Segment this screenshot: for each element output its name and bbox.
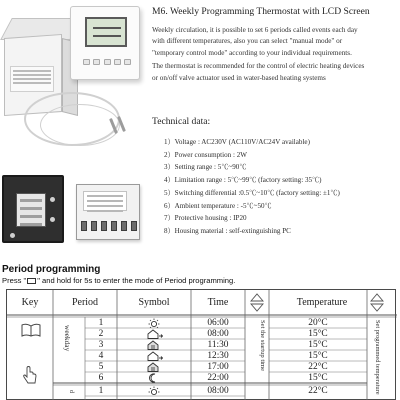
header-temperature: Temperature [296, 297, 348, 308]
leave-home-icon [145, 329, 163, 339]
return-home-icon [145, 340, 163, 350]
tech-item: 4）Limitation range : 5℃~99℃ (factory setting: 35℃) [164, 176, 322, 185]
period-number: 2 [98, 328, 104, 339]
sun-rise-icon [145, 318, 163, 328]
period-temperature: 22°C [308, 385, 328, 396]
sensor-cable-loop [40, 104, 120, 146]
product-photo [0, 0, 148, 158]
period-time: 17:00 [207, 361, 229, 372]
set-programmed-temperature-label: Set programmed temperature [374, 320, 381, 395]
tech-item: 7）Protective housing : IP20 [164, 214, 247, 223]
sun-rise-icon [145, 386, 163, 396]
tech-item: 6）Ambient temperature : -5℃~50℃ [164, 201, 272, 210]
weekend-label-partial: d [68, 390, 74, 393]
description-line: or on/off valve actuator used in water-based heating systems [152, 73, 326, 82]
lcd-screen [85, 17, 127, 47]
header-symbol: Symbol [138, 297, 170, 308]
moon-icon [145, 373, 163, 383]
description-line: Weekly circulation, it is possible to set 6 periods called events each day [152, 26, 358, 34]
back-plate [2, 175, 64, 243]
period-number: 6 [98, 372, 104, 383]
tech-item: 3）Setting range : 5℃~90℃ [164, 163, 247, 172]
description-line: "temporary control mode" according to your individual requirements. [152, 48, 352, 57]
period-time: 08:00 [207, 385, 229, 396]
thermostat-buttons [83, 59, 131, 67]
back-plate-photo [0, 163, 70, 259]
terminal-module [76, 184, 140, 240]
tech-item: 5）Switching differential :0.5℃~10℃ (factory setting: ±1℃) [164, 188, 340, 197]
terminal-block [81, 221, 137, 233]
period-temperature: 15°C [308, 328, 328, 339]
terminal-module-photo [72, 170, 146, 252]
package-label [10, 66, 54, 92]
header-period: Period [71, 297, 99, 308]
period-programming-title: Period programming [2, 264, 101, 275]
period-table [6, 289, 396, 400]
period-time: 11:30 [207, 339, 229, 350]
period-programming-instruction [2, 276, 400, 285]
tech-item: 1）Voltage : AC230V (AC110V/AC24V available) [164, 138, 310, 146]
leave-home-icon [145, 351, 163, 361]
wiring-label [83, 191, 127, 211]
up-down-arrows-icon [251, 294, 383, 311]
period-temperature: 15°C [308, 350, 328, 361]
product-title: M6. Weekly Programming Thermostat with LCD Screen [152, 6, 370, 17]
description-line: The thermostat is recommended for the control of electric heating devices [152, 62, 365, 71]
instruction-text-end: " and hold for 5s to enter the mode of Period programming. [37, 276, 236, 285]
book-icon [21, 323, 41, 337]
instruction-text-start: Press " [2, 276, 27, 285]
program-key-icon [27, 278, 36, 284]
period-temperature: 20°C [308, 317, 328, 328]
period-number: 3 [98, 339, 104, 350]
technical-data-list [164, 136, 400, 238]
period-number: 5 [98, 361, 104, 372]
hand-press-icon [22, 366, 38, 384]
description-line: with different temperatures, also you can select "manual mode" or [152, 37, 343, 46]
period-number: 1 [98, 317, 104, 328]
period-temperature: 15°C [308, 339, 328, 350]
thermostat-unit [70, 6, 140, 80]
technical-data-title: Technical data: [152, 116, 211, 127]
period-temperature: 15°C [308, 372, 328, 383]
weekday-label: weekday [63, 325, 72, 352]
period-time: 08:00 [207, 328, 229, 339]
tech-item: 2）Power consumption : 2W [164, 150, 247, 159]
period-time: 12:30 [207, 350, 229, 361]
period-temperature: 22°C [308, 361, 328, 372]
period-time: 22:00 [207, 372, 229, 383]
period-number: 1 [98, 385, 104, 396]
period-number: 4 [98, 350, 104, 361]
return-home-icon [145, 362, 163, 372]
back-window [16, 193, 46, 227]
period-time: 06:00 [207, 317, 229, 328]
tech-item: 8）Housing material : self-extinguishing PC [164, 226, 291, 235]
header-key: Key [21, 297, 39, 308]
header-time: Time [207, 297, 229, 308]
set-startup-time-label: Set the startup time [259, 320, 266, 372]
product-description [152, 25, 400, 84]
